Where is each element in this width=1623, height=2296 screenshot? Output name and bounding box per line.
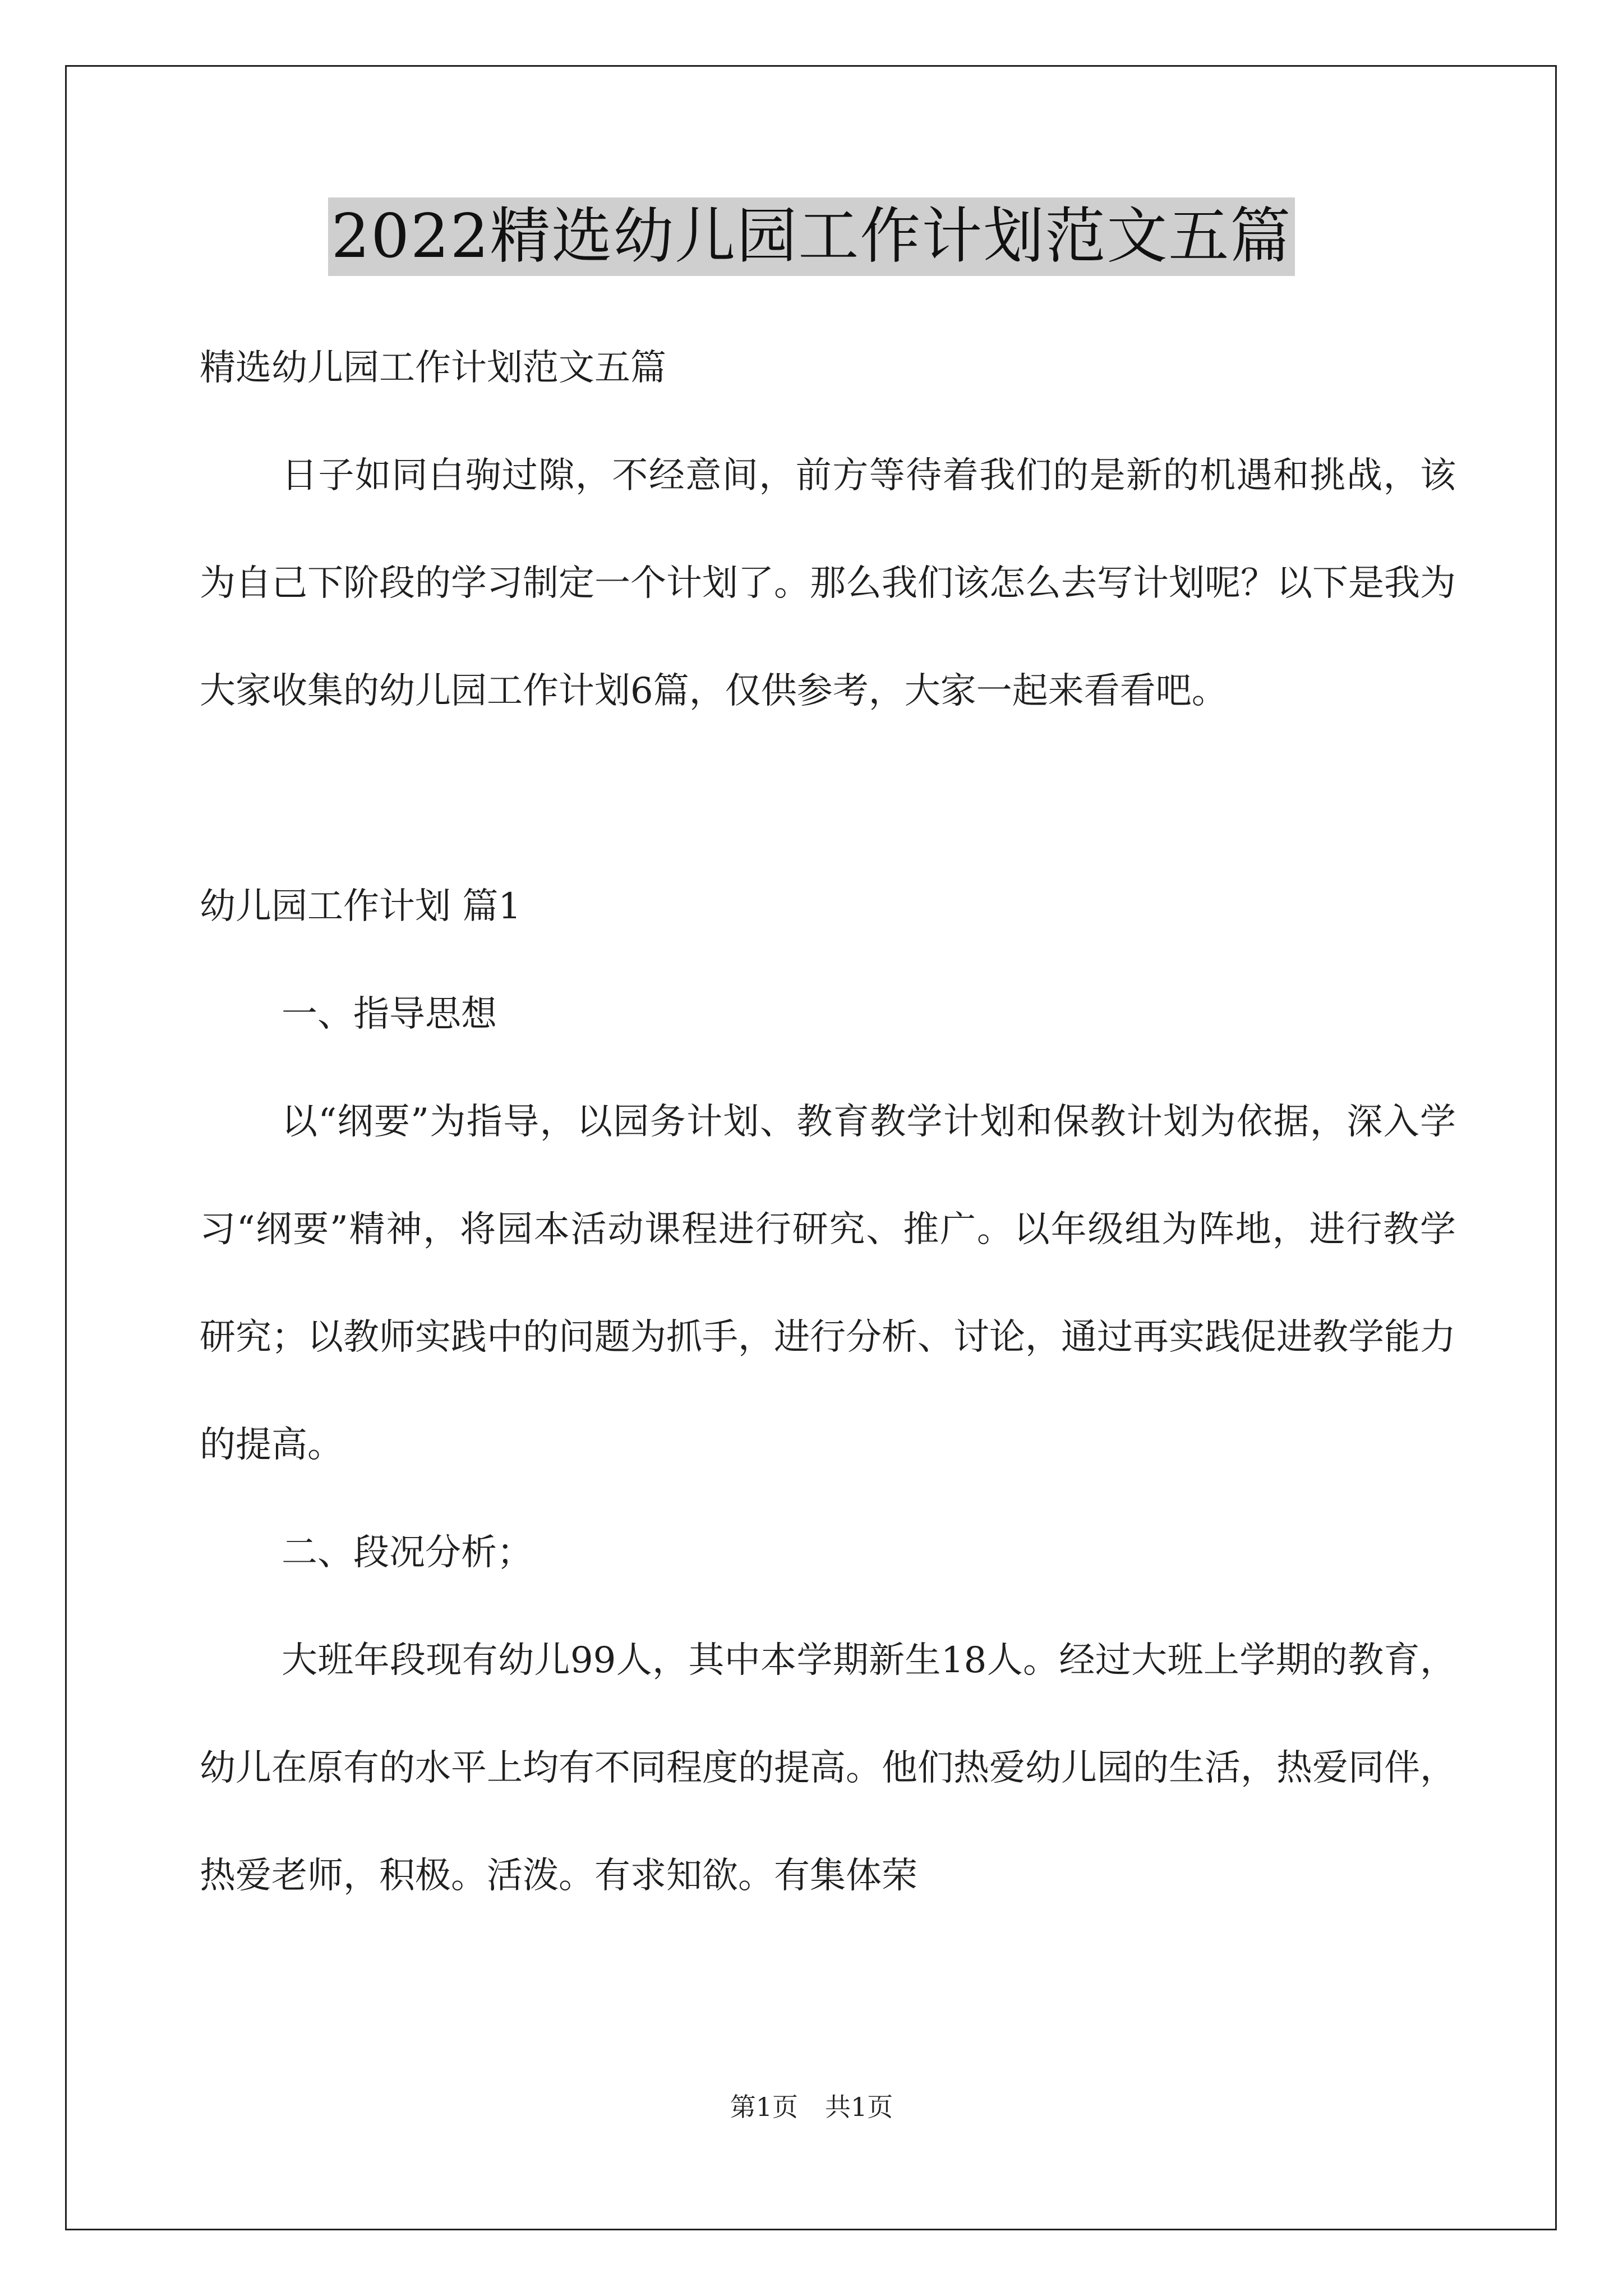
document-body bbox=[200, 314, 1456, 1930]
title-container bbox=[0, 197, 1623, 276]
page-footer bbox=[0, 2087, 1623, 2124]
body-paragraph: 一、指导思想 bbox=[282, 993, 497, 1035]
page-total: 共1页 bbox=[825, 2092, 893, 2122]
document-title: 2022精选幼儿园工作计划范文五篇 bbox=[328, 197, 1295, 276]
body-paragraph: 大班年段现有幼儿99人，其中本学期新生18人。经过大班上学期的教育，幼儿在原有的水平上均有不同程度的提高。他们热爱幼儿园的生活，热爱同伴，热爱老师，积极。活泼。有求知欲。有集体荣 bbox=[200, 1640, 1456, 1897]
body-paragraph: 二、段况分析； bbox=[282, 1532, 533, 1573]
body-paragraph: 以“纲要”为指导，以园务计划、教育教学计划和保教计划为依据，深入学习“纲要”精神，将园本活动课程进行研究、推广。以年级组为阵地，进行教学研究；以教师实践中的问题为抓手，进行分析、讨论，通过再实践促进教学能力的提高。 bbox=[200, 1101, 1456, 1466]
body-paragraph: 幼儿园工作计划 篇1 bbox=[200, 886, 522, 927]
page-number: 第1页 bbox=[730, 2092, 798, 2122]
body-paragraph: 精选幼儿园工作计划范文五篇 bbox=[200, 347, 666, 389]
body-paragraph: 日子如同白驹过隙，不经意间，前方等待着我们的是新的机遇和挑战，该为自己下阶段的学习制定一个计划了。那么我们该怎么去写计划呢？以下是我为大家收集的幼儿园工作计划6篇，仅供参考，大家一起来看看吧。 bbox=[200, 455, 1456, 712]
